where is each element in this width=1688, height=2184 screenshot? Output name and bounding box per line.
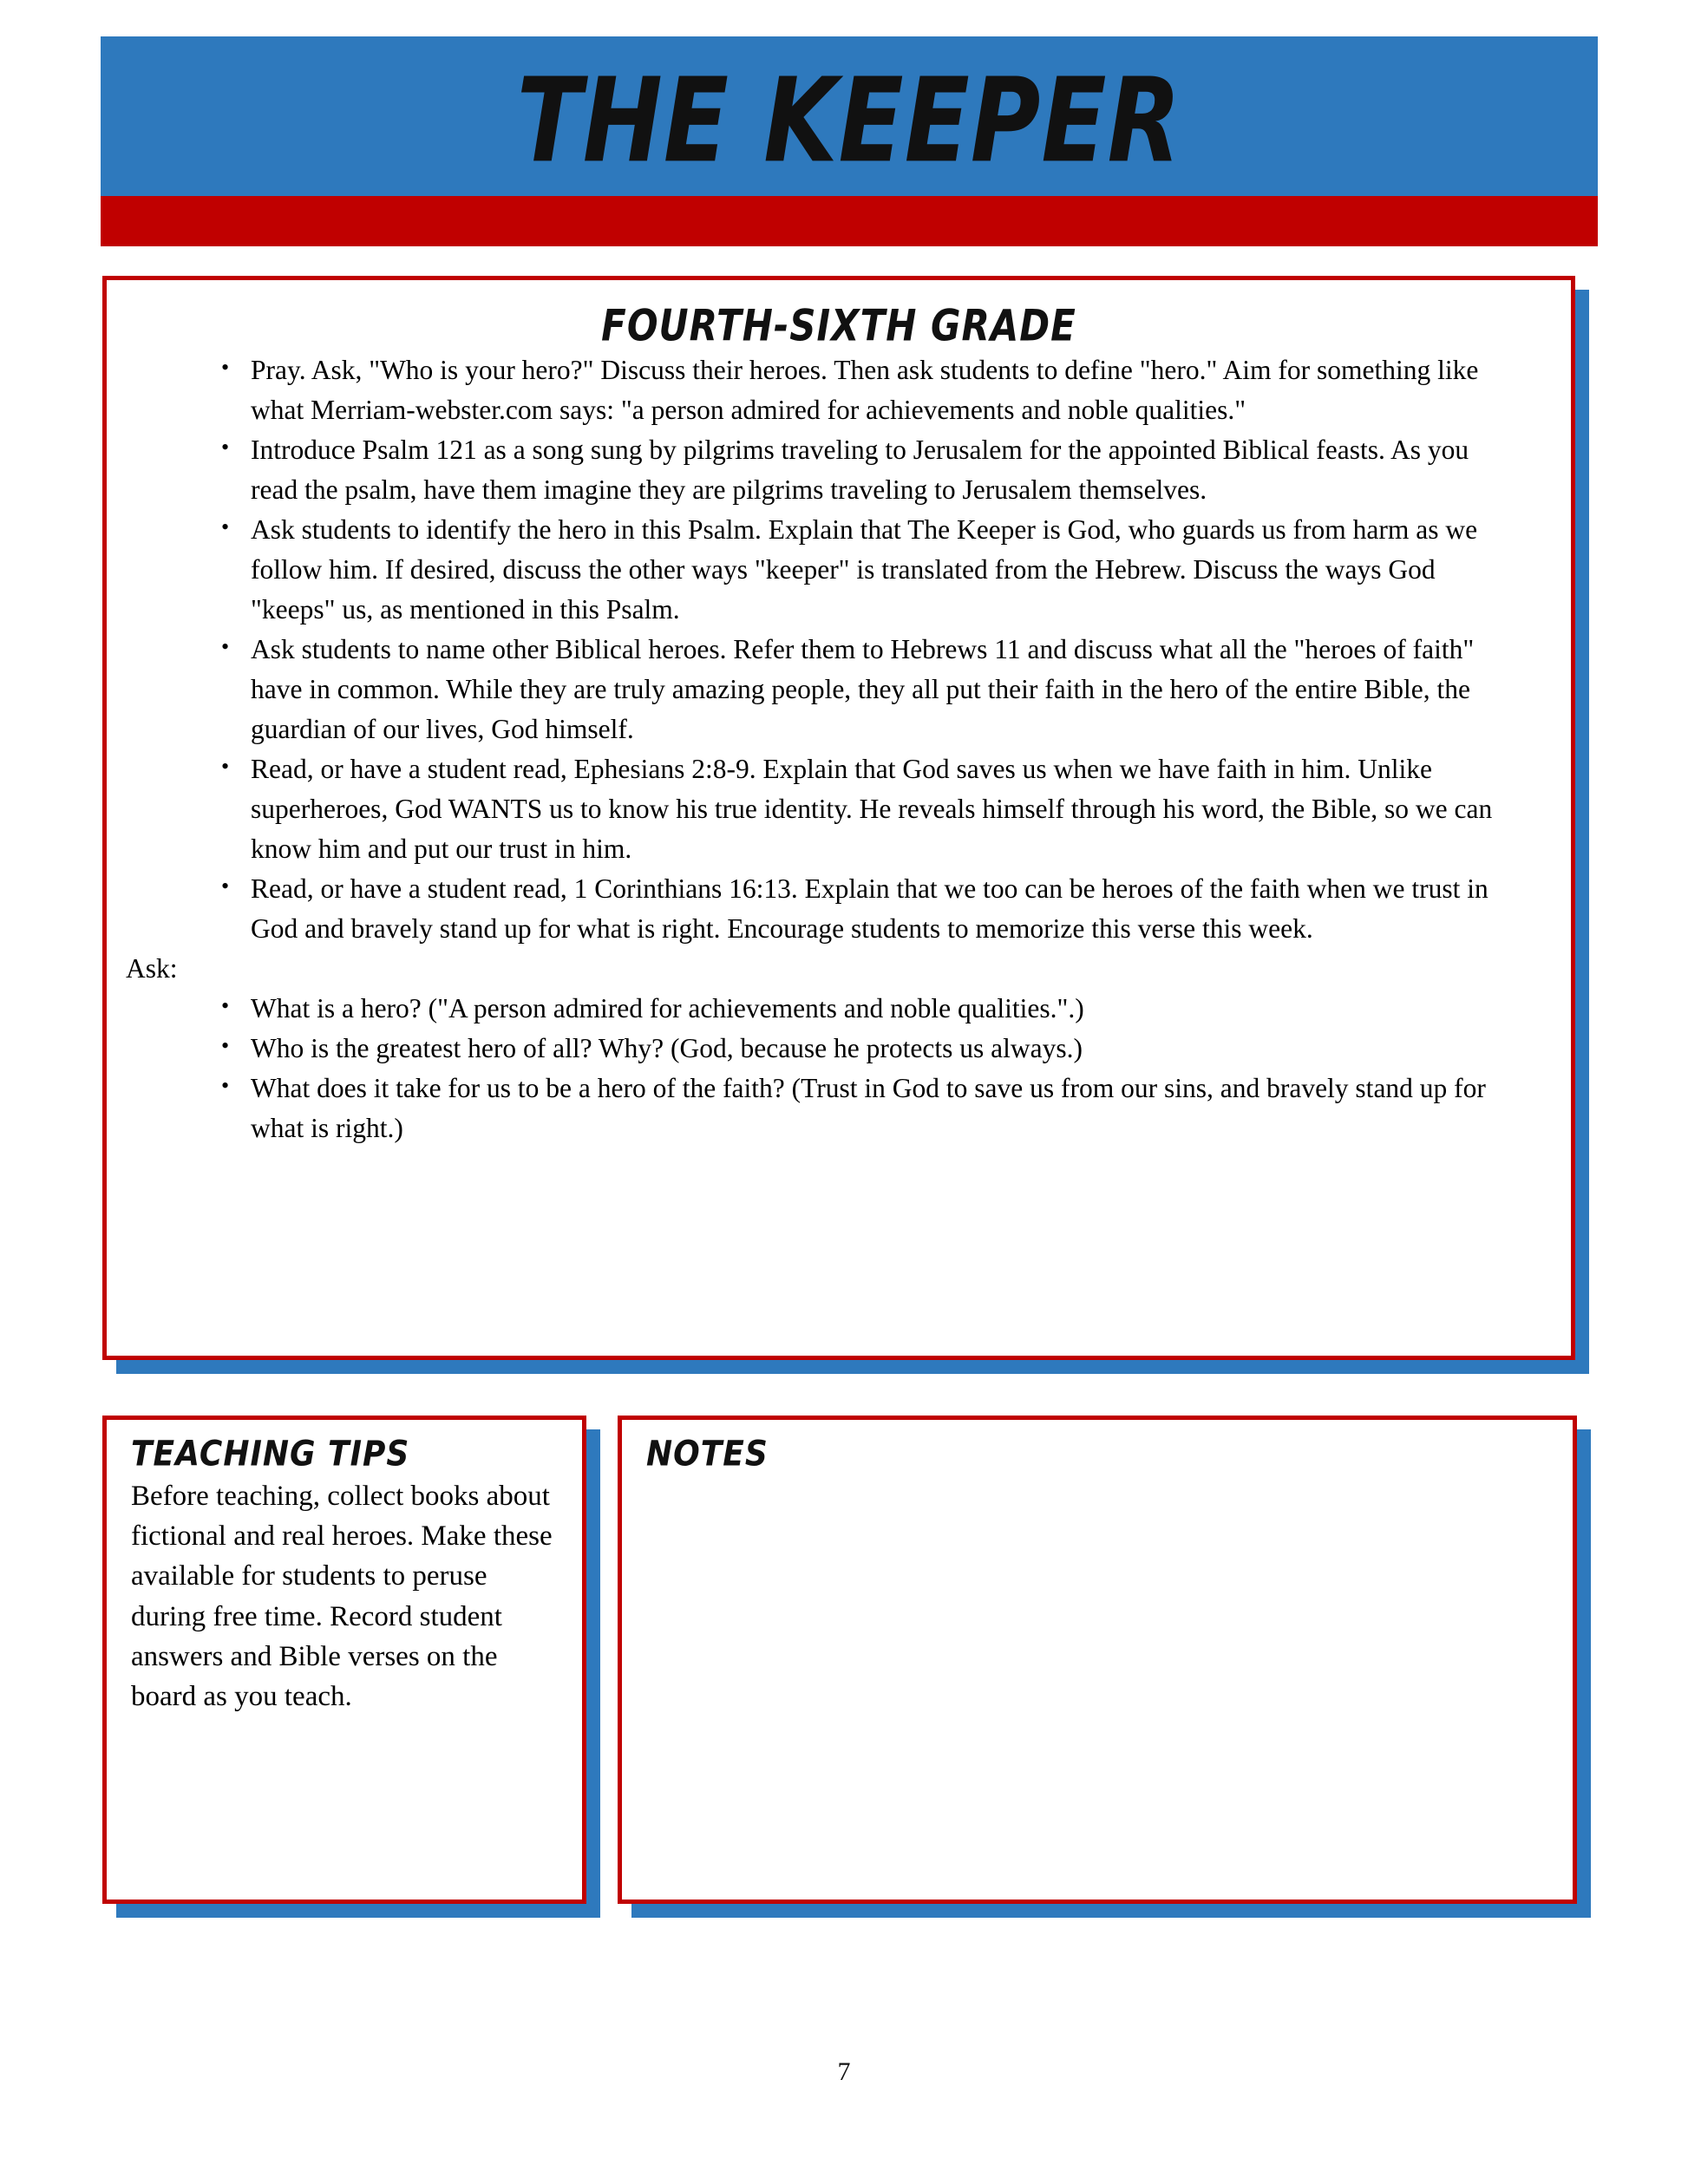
teaching-tips-box [102,1416,586,1904]
grade-level-heading: FOURTH-SIXTH GRADE [601,300,1076,351]
list-item: • What does it take for us to be a hero of the faith? (Trust in God to save us from our sins, and bravely stand up for what is right.) [213,1069,1514,1148]
ask-questions-list [213,989,1514,1148]
list-item: • Ask students to identify the hero in this Psalm. Explain that The Keeper is God, who guards us from harm as we follow him. If desired, discuss the other ways "keeper" is translated from the Hebrew. Discuss the ways God "keeps" us, as mentioned in this Psalm. [213,510,1514,630]
header-banner [101,36,1598,196]
list-item: • Read, or have a student read, 1 Corinthians 16:13. Explain that we too can be heroes of the faith when we trust in God and bravely stand up for what is right. Encourage students to memorize this verse this week. [213,869,1514,949]
lesson-steps-list [213,350,1514,949]
list-item: • Pray. Ask, "Who is your hero?" Discuss their heroes. Then ask students to define "hero." Aim for something like what Merriam-webster.com says: "a person admired for achievements and noble qualities." [213,350,1514,430]
list-item: • Ask students to name other Biblical heroes. Refer them to Hebrews 11 and discuss what all the "heroes of faith" have in common. While they are truly amazing people, they all put their faith in the hero of the entire Bible, the guardian of our lives, God himself. [213,630,1514,749]
lesson-content-box [102,276,1575,1360]
teaching-tips-heading: TEACHING TIPS [131,1434,410,1475]
list-item: • Introduce Psalm 121 as a song sung by pilgrims traveling to Jerusalem for the appointed Biblical feasts. As you read the psalm, have them imagine they are pilgrims traveling to Jerusalem themselves. [213,430,1514,510]
page-title: THE KEEPER [516,52,1182,189]
page-number: 7 [837,2057,851,2086]
list-item: • Read, or have a student read, Ephesians 2:8-9. Explain that God saves us when we have faith in him. Unlike superheroes, God WANTS us to know his true identity. He reveals himself through his word, the Bible, so we can know him and put our trust in him. [213,749,1514,869]
header-accent-bar [101,196,1598,246]
list-item: • What is a hero? ("A person admired for achievements and noble qualities.".) [213,989,1514,1029]
list-item: • Who is the greatest hero of all? Why? (God, because he protects us always.) [213,1029,1514,1069]
notes-heading: NOTES [646,1434,769,1475]
notes-box[interactable] [618,1416,1577,1904]
teaching-tips-text: Before teaching, collect books about fictional and real heroes. Make these available for students to peruse during free time. Record student answers and Bible verses on the board as you teach. [131,1481,553,1712]
ask-label: Ask: [126,952,178,984]
